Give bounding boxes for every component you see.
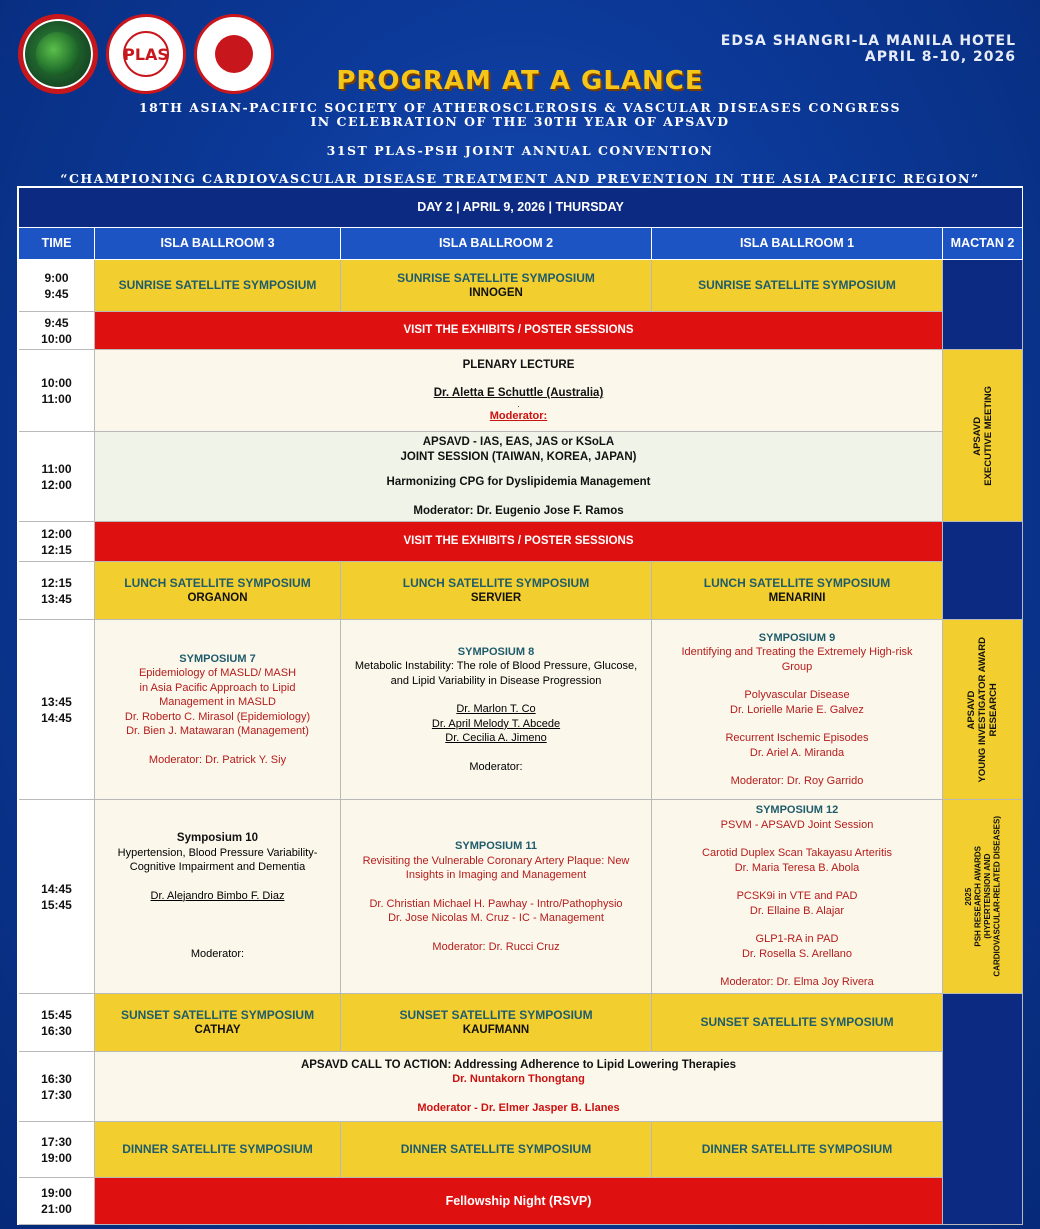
symposium-9: [652, 620, 943, 800]
time-slot: [19, 350, 95, 432]
time-start: 10:00: [41, 375, 72, 390]
venue-name: EDSA SHANGRI-LA MANILA HOTEL: [720, 33, 1016, 49]
sunset-label: SUNSET SATELLITE SYMPOSIUM: [120, 1008, 315, 1022]
symposium-topic: Hypertension, Blood Pressure Variability-: [117, 846, 318, 859]
sunset-isla-2: [341, 994, 652, 1052]
joint-line-2: JOINT SESSION (TAIWAN, KOREA, JAPAN): [400, 450, 637, 463]
call-to-action: [95, 1052, 943, 1122]
psh-line-3: (HYPERTENSION AND: [982, 853, 992, 940]
moderator: Moderator:: [469, 760, 523, 773]
yia-label: [966, 637, 999, 783]
symposium-topic: and Lipid Variability in Disease Progression: [390, 674, 602, 687]
sponsor-name: MENARINI: [768, 591, 826, 604]
exec-line-2: EXECUTIVE MEETING: [982, 385, 994, 486]
sunrise-isla-1: SUNRISE SATELLITE SYMPOSIUM: [652, 260, 943, 312]
symposium-topic: PSVM - APSAVD Joint Session: [720, 818, 874, 831]
symposium-12: [652, 800, 943, 994]
exhibits-session: VISIT THE EXHIBITS / POSTER SESSIONS: [95, 522, 943, 562]
moderator: Moderator: Dr. Rucci Cruz: [432, 940, 560, 953]
symposium-topic: Cognitive Impairment and Dementia: [129, 861, 306, 874]
sponsor-name: KAUFMANN: [462, 1023, 530, 1036]
speaker: Dr. Maria Teresa B. Abola: [734, 861, 860, 874]
col-header-isla-3: ISLA BALLROOM 3: [95, 228, 341, 260]
theme-line: “CHAMPIONING CARDIOVASCULAR DISEASE TREATMENT AND PREVENTION IN THE ASIA PACIFIC REGION”: [60, 171, 980, 186]
time-slot: [19, 1052, 95, 1122]
psh-line-2: PSH RESEARCH AWARDS: [973, 846, 982, 947]
psh-line-1: 2025: [963, 887, 973, 906]
speaker: Dr. Roberto C. Mirasol (Epidemiology): [124, 710, 311, 723]
time-slot: [19, 620, 95, 800]
moderator: Moderator:: [190, 948, 245, 961]
symposium-title: SYMPOSIUM 8: [457, 645, 535, 658]
time-start: 15:45: [41, 1007, 72, 1022]
sunset-isla-3: [95, 994, 341, 1052]
symposium-10: [95, 800, 341, 994]
sunset-label: SUNSET SATELLITE SYMPOSIUM: [700, 1015, 894, 1030]
joint-line-1: APSAVD - IAS, EAS, JAS or KSoLA: [422, 436, 615, 448]
symposium-topic: Identifying and Treating the Extremely High-risk: [681, 646, 913, 658]
speaker: Dr. Ellaine B. Alajar: [749, 904, 845, 917]
time-end: 19:00: [41, 1150, 72, 1165]
symposium-8: [341, 620, 652, 800]
col-header-isla-1: ISLA BALLROOM 1: [652, 228, 943, 260]
plenary-title: PLENARY LECTURE: [462, 358, 575, 371]
day-header: DAY 2 | APRIL 9, 2026 | THURSDAY: [19, 188, 1023, 228]
talk-title: PCSK9i in VTE and PAD: [736, 890, 858, 903]
time-end: 21:00: [41, 1202, 72, 1216]
lunch-label: LUNCH SATELLITE SYMPOSIUM: [402, 576, 590, 590]
venue-info: [721, 33, 1016, 65]
col-header-mactan-2: MACTAN 2: [943, 228, 1023, 260]
speaker: Dr. Lorielle Marie E. Galvez: [730, 703, 864, 716]
symposium-topic: Epidemiology of MASLD/ MASH: [138, 667, 297, 680]
page-title: PROGRAM AT A GLANCE: [336, 66, 704, 96]
time-start: 12:15: [41, 575, 72, 590]
call-to-action-title: APSAVD CALL TO ACTION: Addressing Adherence to Lipid Lowering Therapies: [300, 1058, 737, 1071]
lunch-isla-3: [95, 562, 341, 620]
executive-meeting-label: [972, 386, 994, 486]
dinner-isla-3: DINNER SATELLITE SYMPOSIUM: [95, 1122, 341, 1178]
time-end: 14:45: [41, 710, 72, 725]
lunch-label: LUNCH SATELLITE SYMPOSIUM: [124, 576, 311, 590]
time-end: 13:45: [41, 591, 72, 606]
talk-title: GLP1-RA in PAD: [755, 933, 839, 946]
mactan-empty: [943, 994, 1023, 1225]
exhibits-session: VISIT THE EXHIBITS / POSTER SESSIONS: [95, 312, 943, 350]
time-start: 9:00: [44, 270, 69, 285]
time-slot: [19, 562, 95, 620]
speaker: Dr. Christian Michael H. Pawhay - Intro/Pathophysio: [369, 897, 623, 910]
time-end: 15:45: [41, 897, 72, 912]
time-start: 13:45: [41, 694, 72, 709]
plenary-speaker: Dr. Aletta E Schuttle (Australia): [433, 387, 604, 400]
sponsor-name: ORGANON: [187, 591, 248, 604]
plenary-moderator: Moderator:: [489, 409, 548, 422]
fellowship-night: Fellowship Night (RSVP): [95, 1178, 943, 1225]
time-slot: [19, 994, 95, 1052]
lunch-isla-1: [652, 562, 943, 620]
speaker: Dr. Nuntakorn Thongtang: [452, 1073, 585, 1086]
symposium-topic: Management in MASLD: [159, 696, 276, 709]
time-start: 19:00: [41, 1186, 72, 1200]
moderator: Moderator: Dr. Elma Joy Rivera: [720, 976, 874, 989]
time-slot: [19, 432, 95, 522]
speaker: Dr. Alejandro Bimbo F. Diaz: [150, 889, 285, 902]
time-end: 11:00: [41, 391, 72, 406]
time-end: 12:15: [41, 542, 72, 557]
time-end: 16:30: [41, 1023, 72, 1038]
exec-line-1: APSAVD: [971, 416, 983, 455]
symposium-topic: in Asia Pacific Approach to Lipid: [139, 681, 296, 694]
symposium-7: [95, 620, 341, 800]
talk-title: Polyvascular Disease: [744, 689, 850, 701]
dinner-isla-2: DINNER SATELLITE SYMPOSIUM: [341, 1122, 652, 1178]
joint-topic: Harmonizing CPG for Dyslipidemia Management: [386, 476, 651, 488]
young-investigator-award: [943, 620, 1023, 800]
symposium-title: SYMPOSIUM 9: [758, 631, 836, 644]
schedule-table: [17, 186, 1023, 1225]
time-slot: [19, 260, 95, 312]
psh-line-4: CARDIOVASCULAR-RELATED DISEASES): [992, 816, 1001, 977]
sunrise-isla-3: SUNRISE SATELLITE SYMPOSIUM: [95, 260, 341, 312]
symposium-topic: Metabolic Instability: The role of Blood Pressure, Glucose,: [354, 660, 638, 673]
time-start: 9:45: [44, 315, 69, 330]
sponsor-name: SERVIER: [470, 591, 522, 604]
psh-awards-label: [964, 816, 1002, 977]
speaker: Dr. Ariel A. Miranda: [749, 746, 845, 759]
congress-title: 18TH ASIAN-PACIFIC SOCIETY OF ATHEROSCLEROSIS & VASCULAR DISEASES CONGRESS: [138, 100, 902, 115]
moderator: Moderator - Dr. Elmer Jasper B. Llanes: [417, 1101, 620, 1114]
time-slot: [19, 312, 95, 350]
speaker: Dr. Rosella S. Arellano: [741, 947, 853, 960]
yia-line-1: APSAVD: [966, 690, 977, 729]
sponsor-name: CATHAY: [194, 1023, 241, 1036]
executive-meeting: [943, 350, 1023, 522]
time-slot: [19, 1178, 95, 1225]
moderator: Moderator: Dr. Patrick Y. Siy: [148, 753, 287, 766]
symposium-11: [341, 800, 652, 994]
time-start: 12:00: [41, 526, 72, 541]
time-start: 14:45: [41, 881, 72, 896]
sunset-isla-1: [652, 994, 943, 1052]
speaker: Dr. April Melody T. Abcede: [431, 717, 561, 730]
symposium-topic: Revisiting the Vulnerable Coronary Artery Plaque: New: [362, 854, 630, 867]
talk-title: Recurrent Ischemic Episodes: [725, 732, 869, 744]
convention-line: 31ST PLAS-PSH JOINT ANNUAL CONVENTION: [326, 143, 714, 158]
symposium-topic: Insights in Imaging and Management: [405, 869, 587, 881]
col-header-time: TIME: [19, 228, 95, 260]
time-end: 17:30: [41, 1087, 72, 1102]
symposium-title: SYMPOSIUM 11: [455, 840, 537, 852]
time-start: 11:00: [41, 461, 72, 476]
symposium-title: SYMPOSIUM 12: [755, 804, 839, 817]
sunrise-label: SUNRISE SATELLITE SYMPOSIUM: [397, 271, 595, 285]
time-slot: [19, 800, 95, 994]
yia-line-2: YOUNG INVESTIGATOR AWARD: [977, 636, 988, 783]
plenary-dot: .: [517, 399, 520, 409]
symposium-title: Symposium 10: [176, 832, 259, 845]
joint-moderator: Moderator: Dr. Eugenio Jose F. Ramos: [413, 504, 624, 517]
time-slot: [19, 1122, 95, 1178]
talk-title: Carotid Duplex Scan Takayasu Arteritis: [702, 847, 892, 860]
plas-logo-text: PLAS: [123, 31, 169, 77]
anniversary-line: IN CELEBRATION OF THE 30TH YEAR OF APSAVD: [310, 114, 730, 129]
lunch-label: LUNCH SATELLITE SYMPOSIUM: [703, 576, 891, 590]
venue-dates: APRIL 8-10, 2026: [864, 49, 1016, 65]
psh-research-awards: [943, 800, 1023, 994]
speaker: Dr. Jose Nicolas M. Cruz - IC - Management: [388, 912, 604, 924]
time-slot: [19, 522, 95, 562]
joint-session: [95, 432, 943, 522]
speaker: Dr. Bien J. Matawaran (Management): [126, 725, 309, 738]
sunset-label: SUNSET SATELLITE SYMPOSIUM: [399, 1008, 593, 1022]
time-end: 9:45: [44, 286, 69, 301]
time-end: 12:00: [41, 477, 72, 492]
mactan-empty: [943, 260, 1023, 350]
col-header-isla-2: ISLA BALLROOM 2: [341, 228, 652, 260]
symposium-topic: Group: [781, 660, 813, 673]
mactan-empty: [943, 522, 1023, 620]
yia-line-3: RESEARCH: [988, 682, 999, 737]
moderator: Moderator: Dr. Roy Garrido: [730, 775, 864, 787]
plenary-lecture: [95, 350, 943, 432]
speaker: Dr. Cecilia A. Jimeno: [445, 732, 547, 745]
dinner-isla-1: DINNER SATELLITE SYMPOSIUM: [652, 1122, 943, 1178]
sunrise-isla-2: [341, 260, 652, 312]
time-start: 16:30: [41, 1071, 72, 1086]
speaker: Dr. Marlon T. Co: [456, 703, 536, 716]
sponsor-name: INNOGEN: [469, 286, 523, 299]
symposium-title: SYMPOSIUM 7: [179, 652, 256, 665]
time-end: 10:00: [41, 331, 72, 346]
lunch-isla-2: [341, 562, 652, 620]
time-start: 17:30: [41, 1134, 72, 1149]
